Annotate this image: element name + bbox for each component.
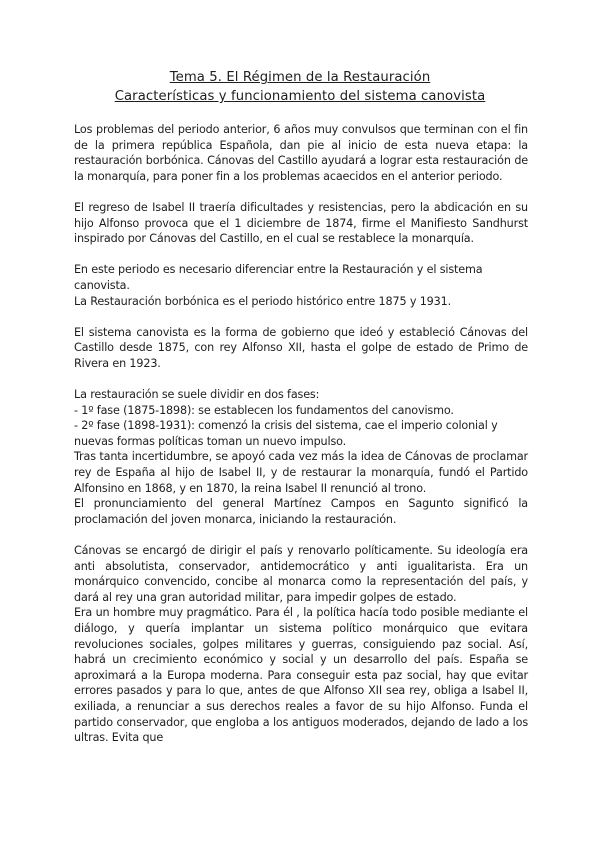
- document-subtitle: Características y funcionamiento del sistema canovista: [114, 89, 486, 104]
- paragraph-phases-intro: La restauración se suele dividir en dos fases:: [74, 388, 320, 402]
- paragraph-partido-alfonsino: Tras tanta incertidumbre, se apoyó cada vez más la idea de Cánovas de proclamar rey de España al hijo de Isabel II, y de restaurar la monarquía, fundó el Partido Alfonsino en 1868, y en 1870, la reina Isabel II renunció al trono.: [74, 450, 528, 495]
- paragraph-martinez-campos: El pronunciamiento del general Martínez Campos en Sagunto significó la proclamación del joven monarca, iniciando la restauración.: [74, 497, 528, 526]
- list-item-phase-2: - 2º fase (1898-1931): comenzó la crisis del sistema, cae el imperio colonial y nuevas formas políticas toman un nuevo impulso.: [74, 419, 498, 448]
- list-item-phase-1: - 1º fase (1875-1898): se establecen los fundamentos del canovismo.: [74, 403, 454, 417]
- document-title: Tema 5. El Régimen de la Restauración: [169, 70, 431, 85]
- paragraph-canovista-definition: El sistema canovista es la forma de gobierno que ideó y estableció Cánovas del Castillo desde 1875, con rey Alfonso XII, hasta el golpe de estado de Primo de Rivera en 1923.: [74, 325, 528, 370]
- document-body: [74, 122, 528, 746]
- paragraph-period-distinction: En este periodo es necesario diferenciar entre la Restauración y el sistema canovista.: [74, 263, 483, 292]
- paragraph-isabel-abdication: El regreso de Isabel II traería dificultades y resistencias, pero la abdicación en su hijo Alfonso provoca que el 1 diciembre de 1874, firme el Manifiesto Sandhurst inspirado por Cánovas del Castillo, en el cual se restablece la monarquía.: [74, 200, 528, 246]
- paragraph-canovas-pragmatism: Era un hombre muy pragmático. Para él , la política hacía todo posible mediante el diálogo, y quería implantar un sistema político monárquico que evitara revoluciones sociales, golpes militares y guerras, consiguiendo paz social. Así, habrá un crecimiento económico y social y un desarrollo del país. España se aproximará a la Europa moderna. Para conseguir esta paz social, hay que evitar errores pasados y para lo que, antes de que Alfonso XII sea rey, obliga a Isabel II, exiliada, a renunciar a sus derechos reales a favor de su hijo Alfonso. Funda el partido conservador, que engloba a los antiguos moderados, dejando de lado a los ultras. Evita que: [74, 606, 528, 745]
- paragraph-restauracion-definition: La Restauración borbónica es el periodo histórico entre 1875 y 1931.: [74, 294, 451, 308]
- paragraph-canovas-ideology: Cánovas se encargó de dirigir el país y renovarlo políticamente. Su ideología era anti absolutista, conservador, antidemocrático y anti igualitarista. Era un monárquico convencido, concibe al monarca como la representación del país, y dará al rey una gran autoridad militar, para impedir golpes de estado.: [74, 544, 528, 604]
- paragraph-intro: Los problemas del periodo anterior, 6 años muy convulsos que terminan con el fin de la primera república Española, dan pie al inicio de esta nueva etapa: la restauración borbónica. Cánovas del Castillo ayudará a lograr esta restauración de la monarquía, para poner fin a los problemas acaecidos en el anterior periodo.: [74, 123, 528, 183]
